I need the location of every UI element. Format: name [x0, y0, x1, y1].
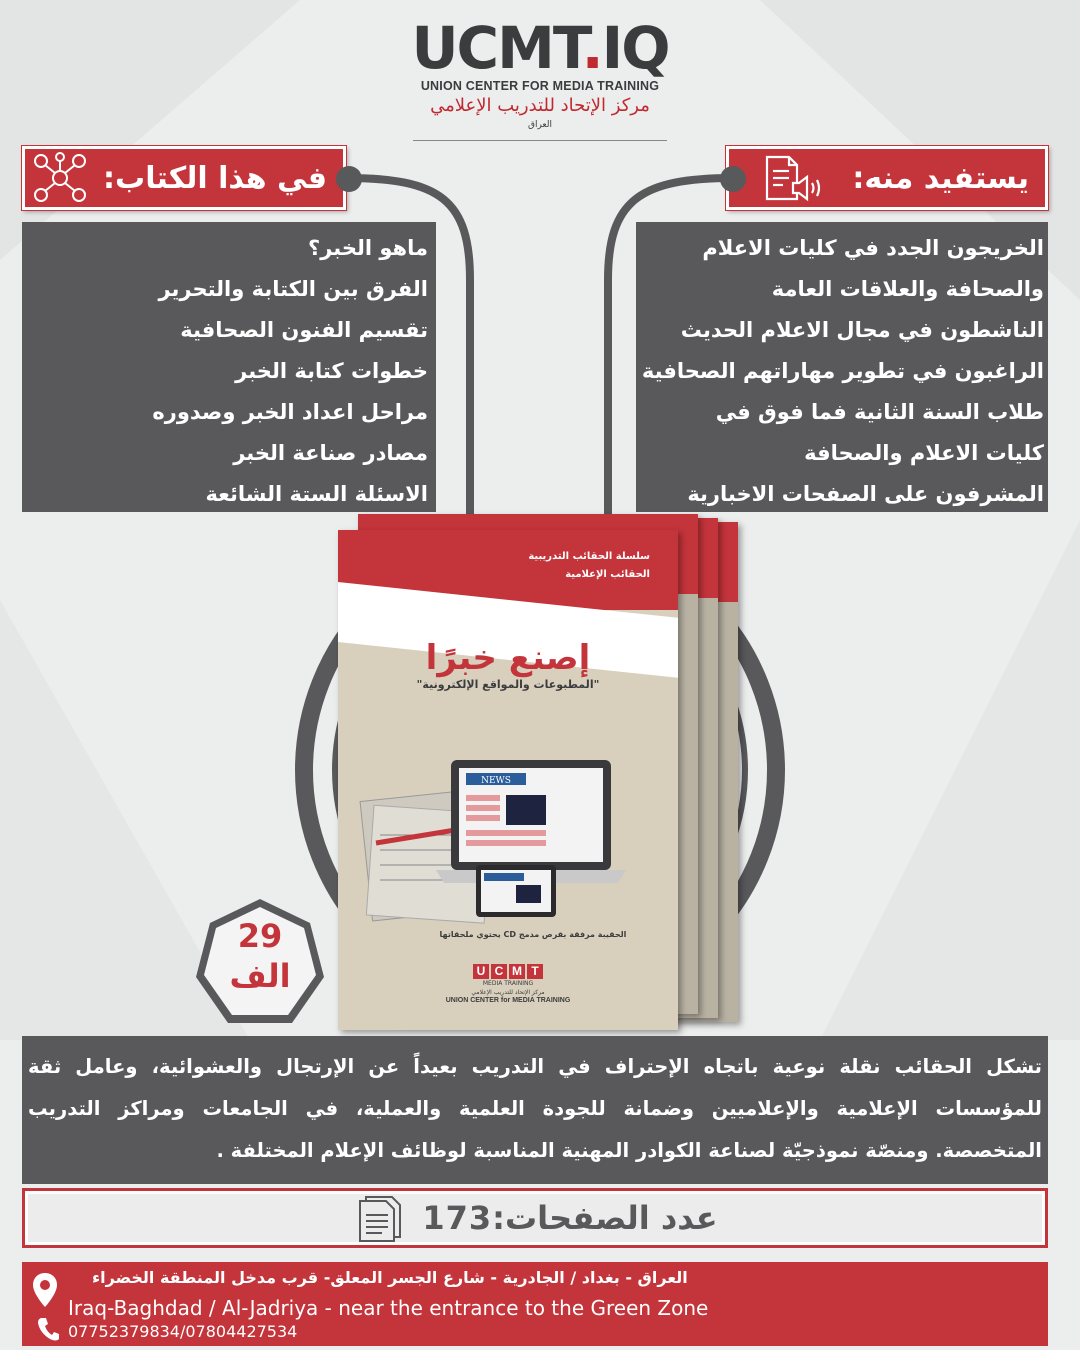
list-item: الناشطون في مجال الاعلام الحديث [680, 318, 1044, 342]
in-book-title: في هذا الكتاب: [103, 160, 327, 196]
book-title: إصنع خبرًا [425, 638, 591, 678]
left-connector-dot [336, 166, 362, 192]
list-item: خطوات كتابة الخبر [235, 359, 428, 383]
right-connector-dot [720, 166, 746, 192]
book-cover [338, 530, 678, 1030]
pages-count-box [22, 1188, 1048, 1248]
list-item: والصحافة والعلاقات العامة [771, 277, 1044, 301]
list-item: الراغبون في تطوير مهاراتهم الصحافية [641, 359, 1044, 383]
svg-text:NEWS: NEWS [481, 776, 511, 786]
phone-numbers: 07752379834/07804427534 [68, 1322, 298, 1341]
book-publisher-logo: U C M T MEDIA TRAINING مركز الإتحاد للتدريب الإعلامي UNION CENTER for MEDIA TRAINING [445, 964, 571, 1004]
in-book-list [22, 222, 436, 512]
logo-mark: UCMT.IQ [411, 14, 669, 82]
document-speaker-icon [759, 153, 829, 205]
phone-icon [36, 1316, 60, 1342]
price-unit: الف [229, 957, 291, 995]
beneficiaries-header [726, 146, 1048, 210]
list-item: مصادر صناعة الخبر [233, 441, 428, 465]
list-item: مراحل اعداد الخبر وصدوره [152, 400, 428, 424]
book-series: سلسلة الحقائب التدريبية الحقائب الإعلامية [528, 551, 650, 580]
list-item: الاسئلة الستة الشائعة [205, 482, 428, 506]
logo-name-en: UNION CENTER FOR MEDIA TRAINING [420, 79, 660, 93]
book-stack [338, 510, 758, 1040]
location-pin-icon [32, 1272, 58, 1308]
footer-contact [22, 1262, 1048, 1346]
newspaper-laptop-illustration [356, 725, 666, 925]
list-item: تقسيم الفنون الصحافية [180, 318, 428, 342]
list-item: المشرفون على الصفحات الاخبارية [687, 482, 1044, 506]
list-item: ماهو الخبر؟ [308, 236, 428, 260]
pages-count: 173 [422, 1199, 493, 1237]
address-en: Iraq-Baghdad / Al-Jadriya - near the entrance to the Green Zone [68, 1296, 709, 1320]
price-badge [190, 895, 330, 1035]
book-cd-note: الحقيبة مرفقة بقرص مدمج CD يحتوي ملحقاتها [439, 930, 627, 939]
pages-icon [352, 1193, 412, 1243]
list-item: طلاب السنة الثانية فما فوق في [715, 400, 1044, 424]
beneficiaries-list [636, 222, 1048, 512]
list-item: كليات الاعلام والصحافة [804, 441, 1044, 465]
book-subtitle: "المطبوعات والمواقع الإلكترونية" [416, 678, 600, 691]
address-ar: العراق - بغداد / الجادرية - شارع الجسر المعلق- قرب مدخل المنطقة الخضراء [92, 1268, 688, 1287]
ucmt-logo [405, 14, 675, 130]
price-amount: 29 [237, 917, 283, 955]
list-item: الخريجون الجدد في كليات الاعلام [702, 236, 1044, 260]
beneficiaries-title: يستفيد منه: [852, 160, 1029, 196]
logo-divider [413, 140, 667, 141]
logo-name-ar: مركز الإتحاد للتدريب الإعلامي [430, 95, 650, 116]
pages-label: عدد الصفحات: [492, 1199, 718, 1237]
list-item: الفرق بين الكتابة والتحرير [158, 277, 428, 301]
description-box: تشكل الحقائب نقلة نوعية باتجاه الإحتراف في التدريب بعيداً عن الإرتجال والعشوائية، وعامل ثقة للمؤسسات الإعلامية والإعلاميين وضمانة للجودة العلمية والعملية، في الجامعات ومراكز التدريب المتخصصة. ومنصّة نموذجيّة لصناعة الكوادر المهنية المناسبة لوظائف الإعلام المختلفة . [22, 1036, 1048, 1184]
network-people-icon [31, 151, 89, 205]
in-book-header [22, 146, 346, 210]
logo-country: العراق [527, 120, 553, 130]
